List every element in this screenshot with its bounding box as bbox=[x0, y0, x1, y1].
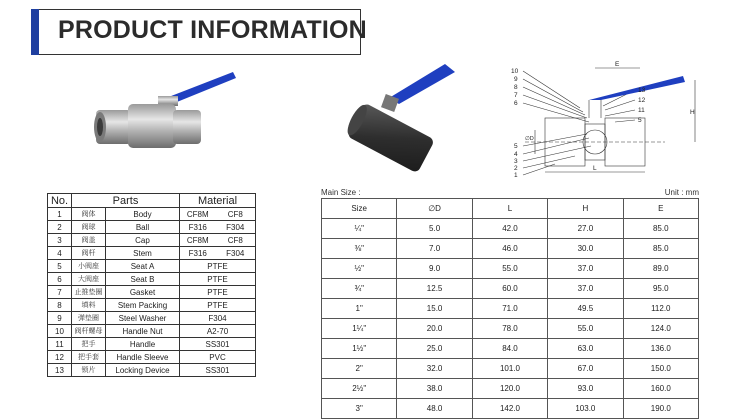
callout-2: 2 bbox=[514, 165, 518, 172]
part-material-cell: PTFE bbox=[180, 286, 256, 299]
size-cell: ¼" bbox=[322, 219, 397, 239]
part-name-cn-cell: 阀杆 bbox=[72, 247, 106, 260]
size-cell: 3" bbox=[322, 399, 397, 419]
size-row bbox=[322, 259, 699, 279]
part-material-cell: SS301 bbox=[180, 338, 256, 351]
callout-13: 13 bbox=[638, 87, 646, 94]
size-cell: 142.0 bbox=[472, 399, 547, 419]
size-cell: 93.0 bbox=[548, 379, 623, 399]
size-row bbox=[322, 279, 699, 299]
callout-10: 10 bbox=[511, 68, 519, 75]
part-name-cn-cell: 把手 bbox=[72, 338, 106, 351]
size-row bbox=[322, 319, 699, 339]
page-title: PRODUCT INFORMATION bbox=[58, 16, 367, 44]
header-material: Material bbox=[180, 194, 256, 208]
size-cell: 5.0 bbox=[397, 219, 472, 239]
part-name-en-cell: Locking Device bbox=[106, 364, 180, 377]
parts-table bbox=[47, 193, 256, 377]
part-name-en-cell: Ball bbox=[106, 221, 180, 234]
size-table-header bbox=[322, 199, 699, 219]
size-cell: 49.5 bbox=[548, 299, 623, 319]
size-cell: 1½" bbox=[322, 339, 397, 359]
part-name-en-cell: Seat A bbox=[106, 260, 180, 273]
size-header-cell: Size bbox=[322, 199, 397, 219]
size-cell: 71.0 bbox=[472, 299, 547, 319]
size-table-unit: Unit : mm bbox=[664, 188, 699, 197]
size-header-cell: L bbox=[472, 199, 547, 219]
part-name-en-cell: Handle Sleeve bbox=[106, 351, 180, 364]
part-material-316-cell: F316 bbox=[180, 247, 216, 260]
part-no-cell: 2 bbox=[48, 221, 72, 234]
size-row bbox=[322, 399, 699, 419]
part-name-en-cell: Stem Packing bbox=[106, 299, 180, 312]
size-cell: 37.0 bbox=[548, 259, 623, 279]
dim-label-h: H bbox=[690, 109, 695, 116]
part-name-cn-cell: 阀球 bbox=[72, 221, 106, 234]
parts-row bbox=[48, 338, 256, 351]
size-cell: 2½" bbox=[322, 379, 397, 399]
size-cell: 103.0 bbox=[548, 399, 623, 419]
callout-3: 3 bbox=[514, 158, 518, 165]
callout-9: 9 bbox=[514, 76, 518, 83]
callout-1: 1 bbox=[514, 172, 518, 178]
dim-label-e: E bbox=[615, 61, 620, 68]
size-cell: 27.0 bbox=[548, 219, 623, 239]
size-cell: 112.0 bbox=[623, 299, 698, 319]
valve-a-port-right bbox=[173, 110, 201, 144]
size-cell: 42.0 bbox=[472, 219, 547, 239]
part-no-cell: 9 bbox=[48, 312, 72, 325]
part-no-cell: 8 bbox=[48, 299, 72, 312]
size-table-caption: Main Size : bbox=[321, 188, 361, 197]
parts-row bbox=[48, 260, 256, 273]
part-name-cn-cell: 弹垫圈 bbox=[72, 312, 106, 325]
part-name-en-cell: Seat B bbox=[106, 273, 180, 286]
size-cell: 48.0 bbox=[397, 399, 472, 419]
size-cell: 95.0 bbox=[623, 279, 698, 299]
part-material-cell: PVC bbox=[180, 351, 256, 364]
part-no-cell: 6 bbox=[48, 273, 72, 286]
size-cell: 78.0 bbox=[472, 319, 547, 339]
size-cell: 190.0 bbox=[623, 399, 698, 419]
size-cell: 124.0 bbox=[623, 319, 698, 339]
valve-a-body bbox=[128, 104, 176, 148]
part-name-cn-cell: 阀体 bbox=[72, 208, 106, 221]
parts-row bbox=[48, 234, 256, 247]
part-name-en-cell: Cap bbox=[106, 234, 180, 247]
part-name-en-cell: Handle Nut bbox=[106, 325, 180, 338]
size-row bbox=[322, 239, 699, 259]
size-row bbox=[322, 379, 699, 399]
part-name-cn-cell: 止推垫圈 bbox=[72, 286, 106, 299]
part-name-cn-cell: 把手套 bbox=[72, 351, 106, 364]
part-name-en-cell: Gasket bbox=[106, 286, 180, 299]
size-cell: 55.0 bbox=[472, 259, 547, 279]
part-name-cn-cell: 阀杆螺母 bbox=[72, 325, 106, 338]
callout-7: 7 bbox=[514, 92, 518, 99]
parts-row bbox=[48, 247, 256, 260]
size-header-cell: ∅D bbox=[397, 199, 472, 219]
size-cell: ¾" bbox=[322, 279, 397, 299]
size-row bbox=[322, 339, 699, 359]
part-name-en-cell: Stem bbox=[106, 247, 180, 260]
header-parts: Parts bbox=[72, 194, 180, 208]
callout-leaders bbox=[523, 71, 635, 175]
valve-b-handle bbox=[389, 64, 455, 104]
part-no-cell: 11 bbox=[48, 338, 72, 351]
parts-row bbox=[48, 208, 256, 221]
part-no-cell: 1 bbox=[48, 208, 72, 221]
size-cell: 37.0 bbox=[548, 279, 623, 299]
size-cell: 67.0 bbox=[548, 359, 623, 379]
size-cell: 55.0 bbox=[548, 319, 623, 339]
part-name-cn-cell: 大阀座 bbox=[72, 273, 106, 286]
title-accent-bar bbox=[31, 9, 39, 55]
part-material-cell: PTFE bbox=[180, 260, 256, 273]
part-material-cell: PTFE bbox=[180, 299, 256, 312]
size-cell: 85.0 bbox=[623, 219, 698, 239]
part-material-304-cell: F304 bbox=[216, 247, 256, 260]
part-material-316-cell: CF8M bbox=[180, 234, 216, 247]
size-cell: 1¼" bbox=[322, 319, 397, 339]
part-material-cell: PTFE bbox=[180, 273, 256, 286]
part-no-cell: 5 bbox=[48, 260, 72, 273]
part-no-cell: 12 bbox=[48, 351, 72, 364]
part-material-cell: SS301 bbox=[180, 364, 256, 377]
size-cell: 46.0 bbox=[472, 239, 547, 259]
size-cell: 12.5 bbox=[397, 279, 472, 299]
size-cell: 120.0 bbox=[472, 379, 547, 399]
size-cell: 89.0 bbox=[623, 259, 698, 279]
parts-row bbox=[48, 351, 256, 364]
part-material-304-cell: F304 bbox=[216, 221, 256, 234]
part-no-cell: 3 bbox=[48, 234, 72, 247]
part-material-316-cell: CF8M bbox=[180, 208, 216, 221]
dim-label-d: ∅D bbox=[525, 136, 534, 142]
size-cell: 9.0 bbox=[397, 259, 472, 279]
part-no-cell: 4 bbox=[48, 247, 72, 260]
size-cell: 32.0 bbox=[397, 359, 472, 379]
parts-row bbox=[48, 273, 256, 286]
size-header-cell: E bbox=[623, 199, 698, 219]
valve-photo-side bbox=[88, 70, 238, 170]
size-cell: 15.0 bbox=[397, 299, 472, 319]
parts-row bbox=[48, 312, 256, 325]
part-name-cn-cell: 填料 bbox=[72, 299, 106, 312]
size-cell: ½" bbox=[322, 259, 397, 279]
callout-5-right: 5 bbox=[638, 117, 642, 124]
part-material-316-cell: F316 bbox=[180, 221, 216, 234]
size-cell: 1" bbox=[322, 299, 397, 319]
part-name-cn-cell: 小阀座 bbox=[72, 260, 106, 273]
size-table bbox=[321, 198, 699, 419]
technical-drawing bbox=[505, 60, 705, 178]
size-header-cell: H bbox=[548, 199, 623, 219]
part-material-304-cell: CF8 bbox=[216, 208, 256, 221]
parts-row bbox=[48, 286, 256, 299]
callout-11: 11 bbox=[638, 107, 645, 114]
size-cell: 63.0 bbox=[548, 339, 623, 359]
size-cell: 25.0 bbox=[397, 339, 472, 359]
part-name-cn-cell: 锁片 bbox=[72, 364, 106, 377]
part-name-en-cell: Handle bbox=[106, 338, 180, 351]
part-material-304-cell: CF8 bbox=[216, 234, 256, 247]
part-name-en-cell: Body bbox=[106, 208, 180, 221]
size-cell: 60.0 bbox=[472, 279, 547, 299]
part-name-cn-cell: 阀盖 bbox=[72, 234, 106, 247]
drawing-handle bbox=[589, 76, 685, 100]
size-cell: 150.0 bbox=[623, 359, 698, 379]
size-cell: 85.0 bbox=[623, 239, 698, 259]
parts-row bbox=[48, 299, 256, 312]
callout-8: 8 bbox=[514, 84, 518, 91]
parts-row bbox=[48, 325, 256, 338]
callout-5: 5 bbox=[514, 143, 518, 150]
size-row bbox=[322, 219, 699, 239]
part-material-cell: A2-70 bbox=[180, 325, 256, 338]
header-no: No. bbox=[48, 194, 72, 208]
valve-photo-angle bbox=[333, 60, 473, 178]
dim-label-l: L bbox=[593, 165, 597, 172]
size-cell: 20.0 bbox=[397, 319, 472, 339]
parts-table-header bbox=[48, 194, 256, 208]
part-no-cell: 13 bbox=[48, 364, 72, 377]
size-row bbox=[322, 359, 699, 379]
size-cell: 160.0 bbox=[623, 379, 698, 399]
size-cell: 30.0 bbox=[548, 239, 623, 259]
size-cell: 7.0 bbox=[397, 239, 472, 259]
size-cell: ⅜" bbox=[322, 239, 397, 259]
size-row bbox=[322, 299, 699, 319]
callout-6: 6 bbox=[514, 100, 518, 107]
size-cell: 38.0 bbox=[397, 379, 472, 399]
size-cell: 101.0 bbox=[472, 359, 547, 379]
callout-12: 12 bbox=[638, 97, 646, 104]
parts-row bbox=[48, 364, 256, 377]
size-cell: 84.0 bbox=[472, 339, 547, 359]
size-cell: 2" bbox=[322, 359, 397, 379]
callout-4: 4 bbox=[514, 151, 518, 158]
part-material-cell: F304 bbox=[180, 312, 256, 325]
part-no-cell: 10 bbox=[48, 325, 72, 338]
size-cell: 136.0 bbox=[623, 339, 698, 359]
part-no-cell: 7 bbox=[48, 286, 72, 299]
parts-row bbox=[48, 221, 256, 234]
part-name-en-cell: Steel Washer bbox=[106, 312, 180, 325]
